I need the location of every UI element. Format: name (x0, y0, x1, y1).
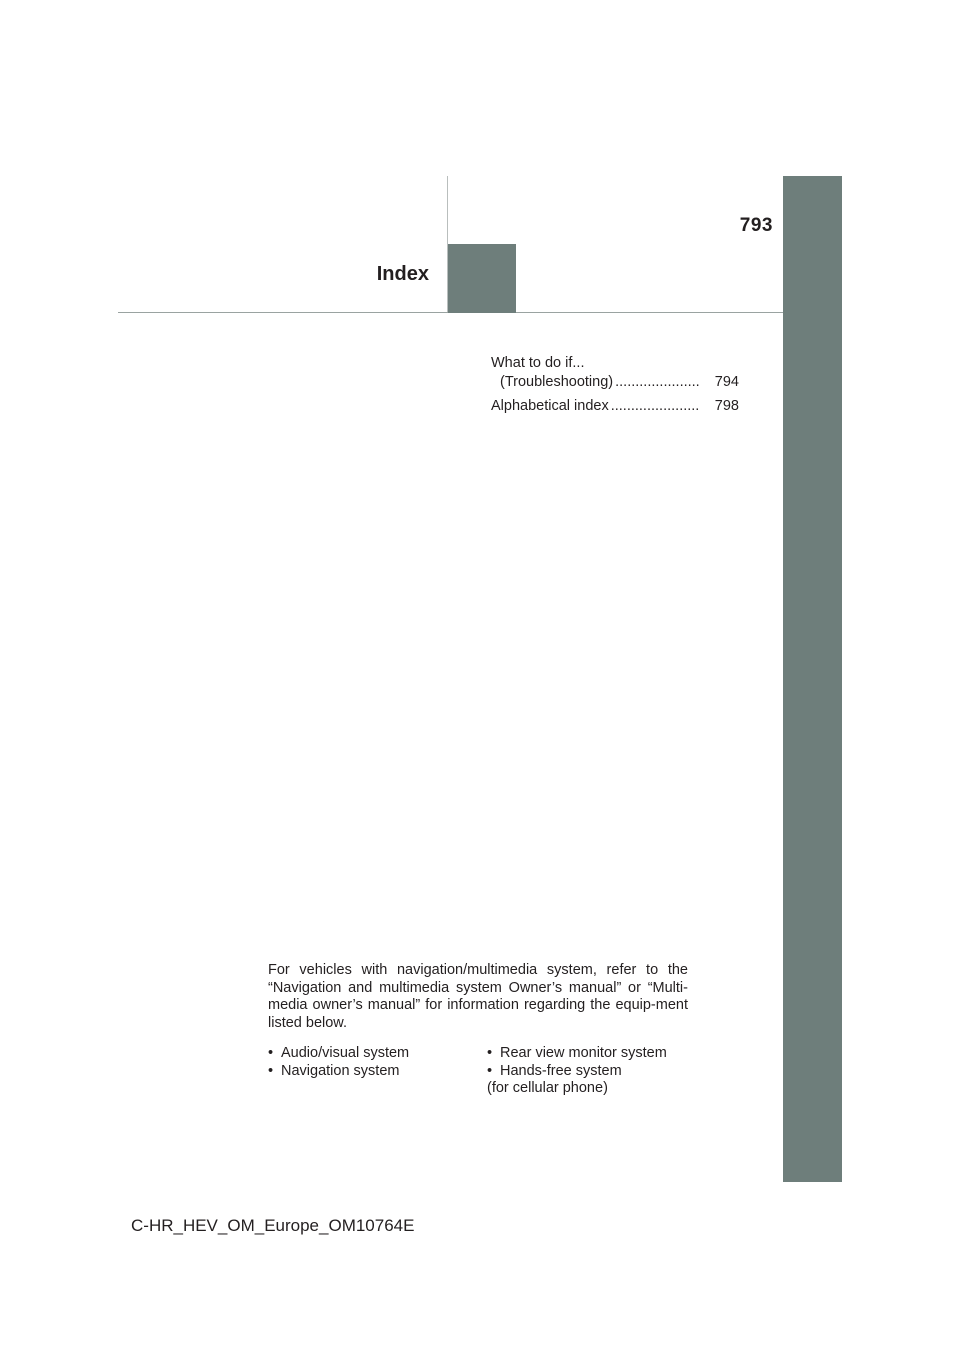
section-title: Index (376, 263, 429, 285)
list-item: • Rear view monitor system (487, 1045, 667, 1061)
toc-item-troubleshooting[interactable] (491, 354, 739, 392)
toc-leader-dots: ...................... (610, 398, 700, 414)
toc-page-number: 798 (714, 398, 739, 414)
equipment-list-right (487, 1045, 707, 1098)
page-number: 793 (739, 215, 773, 236)
table-of-contents (491, 354, 739, 421)
bullet: • (268, 1045, 274, 1061)
toc-leader-dots: ..................... (615, 374, 700, 390)
toc-item-subtitle: (Troubleshooting) (500, 374, 614, 390)
list-item: • Hands-free system (487, 1062, 622, 1079)
toc-item-title: Alphabetical index (491, 398, 609, 414)
bullet: • (487, 1045, 493, 1061)
side-index-tab (783, 176, 842, 1182)
document-code-footer: C-HR_HEV_OM_Europe_OM10764E (131, 1216, 415, 1235)
section-color-block (448, 244, 516, 313)
equipment-list-left (268, 1045, 468, 1080)
toc-page-number: 794 (714, 374, 739, 390)
toc-item-alphabetical-index[interactable] (491, 397, 739, 416)
list-item: • Audio/visual system (268, 1045, 410, 1061)
navigation-system-note: For vehicles with navigation/multimedia system, refer to the “Navigation and multimedia system Owner’s manual” or “Multi-media owner’s manual” for information regarding the equip-ment listed below. (268, 962, 688, 1031)
list-item: • Navigation system (268, 1062, 400, 1079)
bullet: • (487, 1062, 493, 1079)
bullet: • (268, 1062, 274, 1079)
list-item-continuation: (for cellular phone) (487, 1080, 608, 1096)
toc-item-title: What to do if... (491, 355, 585, 371)
